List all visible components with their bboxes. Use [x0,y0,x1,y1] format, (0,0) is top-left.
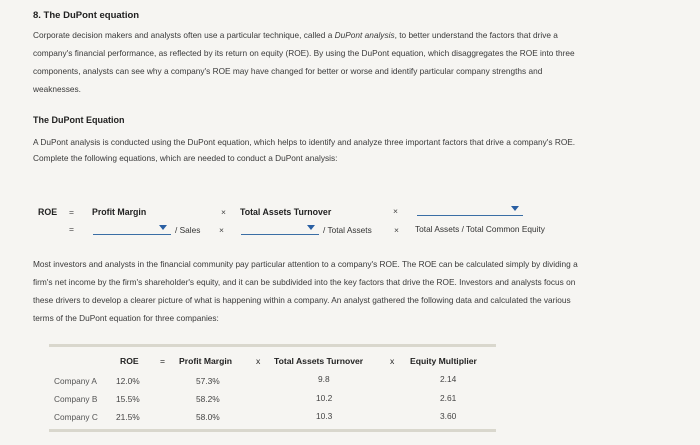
row-company-b-tat: 10.2 [316,393,333,403]
table-top-rule [49,344,496,347]
intro-line-2: company's financial performance, as reflected by its return on equity (ROE). By using the DuPont equation, which disaggregates the ROE into three [33,48,575,58]
scenario-paragraph [33,255,683,327]
intro-line-3: components, analysts can see why a company's ROE may have changed for better or worse and identify particular company strengths and [33,66,543,76]
row-company-a-roe: 12.0% [116,376,140,386]
chevron-down-icon [511,206,519,211]
row-company-a-tat: 9.8 [318,374,330,384]
scenario-line-2: firm's net income by the firm's shareholder's equity, and it can be subdivided into the key factors that drive the ROE. Investors and analysts focus on [33,277,576,287]
row-company-a-label: Company A [54,376,97,386]
scenario-line-1: Most investors and analysts in the financial community pay particular attention to a company's ROE. The ROE can be calculated simply by dividing a [33,259,578,269]
row-company-a-pm: 57.3% [196,376,220,386]
header-profit-margin: Profit Margin [179,356,232,366]
question-title: 8. The DuPont equation [33,10,140,21]
chevron-down-icon [159,225,167,230]
row-company-b-roe: 15.5% [116,394,140,404]
equity-multiplier-formula: Total Assets / Total Common Equity [415,224,545,234]
sales-denominator: / Sales [175,225,201,235]
chevron-down-icon [307,225,315,230]
header-times-2: x [390,356,395,366]
scenario-line-3: these drivers to develop a clearer picture of what is happening within a company. An analyst gathered the following data and calculated the various [33,295,571,305]
times-sign-4: × [394,225,399,235]
times-sign-2: × [393,206,398,216]
total-assets-turnover-label: Total Assets Turnover [240,207,332,217]
sales-dropdown[interactable] [241,222,319,235]
header-times-1: x [256,356,261,366]
equals-sign-2: = [69,224,74,234]
roe-label: ROE [38,207,58,217]
dupont-heading: The DuPont Equation [33,115,125,125]
row-company-c-tat: 10.3 [316,411,333,421]
dupont-desc-line-1: A DuPont analysis is conducted using the DuPont equation, which helps to identify and analyze three important factors that drive a company's ROE. [33,137,576,147]
equity-multiplier-dropdown[interactable] [417,203,523,216]
profit-margin-label: Profit Margin [92,207,147,217]
dupont-desc-line-2: Complete the following equations, which are needed to conduct a DuPont analysis: [33,153,338,163]
row-company-c-label: Company C [54,412,98,422]
intro-paragraph [33,26,673,98]
row-company-c-pm: 58.0% [196,412,220,422]
header-total-assets-turnover: Total Assets Turnover [274,356,364,366]
header-roe: ROE [120,356,139,366]
intro-line-4: weaknesses. [33,84,81,94]
equals-sign: = [69,207,74,217]
row-company-b-label: Company B [54,394,98,404]
header-equals: = [160,356,166,366]
header-equity-multiplier: Equity Multiplier [410,356,477,366]
row-company-c-em: 3.60 [440,411,457,421]
times-sign-1: × [221,207,226,217]
intro-line-1: Corporate decision makers and analysts often use a particular technique, called a DuPont analysis, to better understand the factors that drive a [33,30,558,40]
net-income-dropdown[interactable] [93,222,171,235]
scenario-line-4: terms of the DuPont equation for three companies: [33,313,219,323]
row-company-b-pm: 58.2% [196,394,220,404]
row-company-a-em: 2.14 [440,374,457,384]
total-assets-denominator: / Total Assets [323,225,372,235]
dupont-description [33,133,673,167]
table-bottom-rule [49,429,496,432]
times-sign-3: × [219,225,224,235]
row-company-b-em: 2.61 [440,393,457,403]
row-company-c-roe: 21.5% [116,412,140,422]
